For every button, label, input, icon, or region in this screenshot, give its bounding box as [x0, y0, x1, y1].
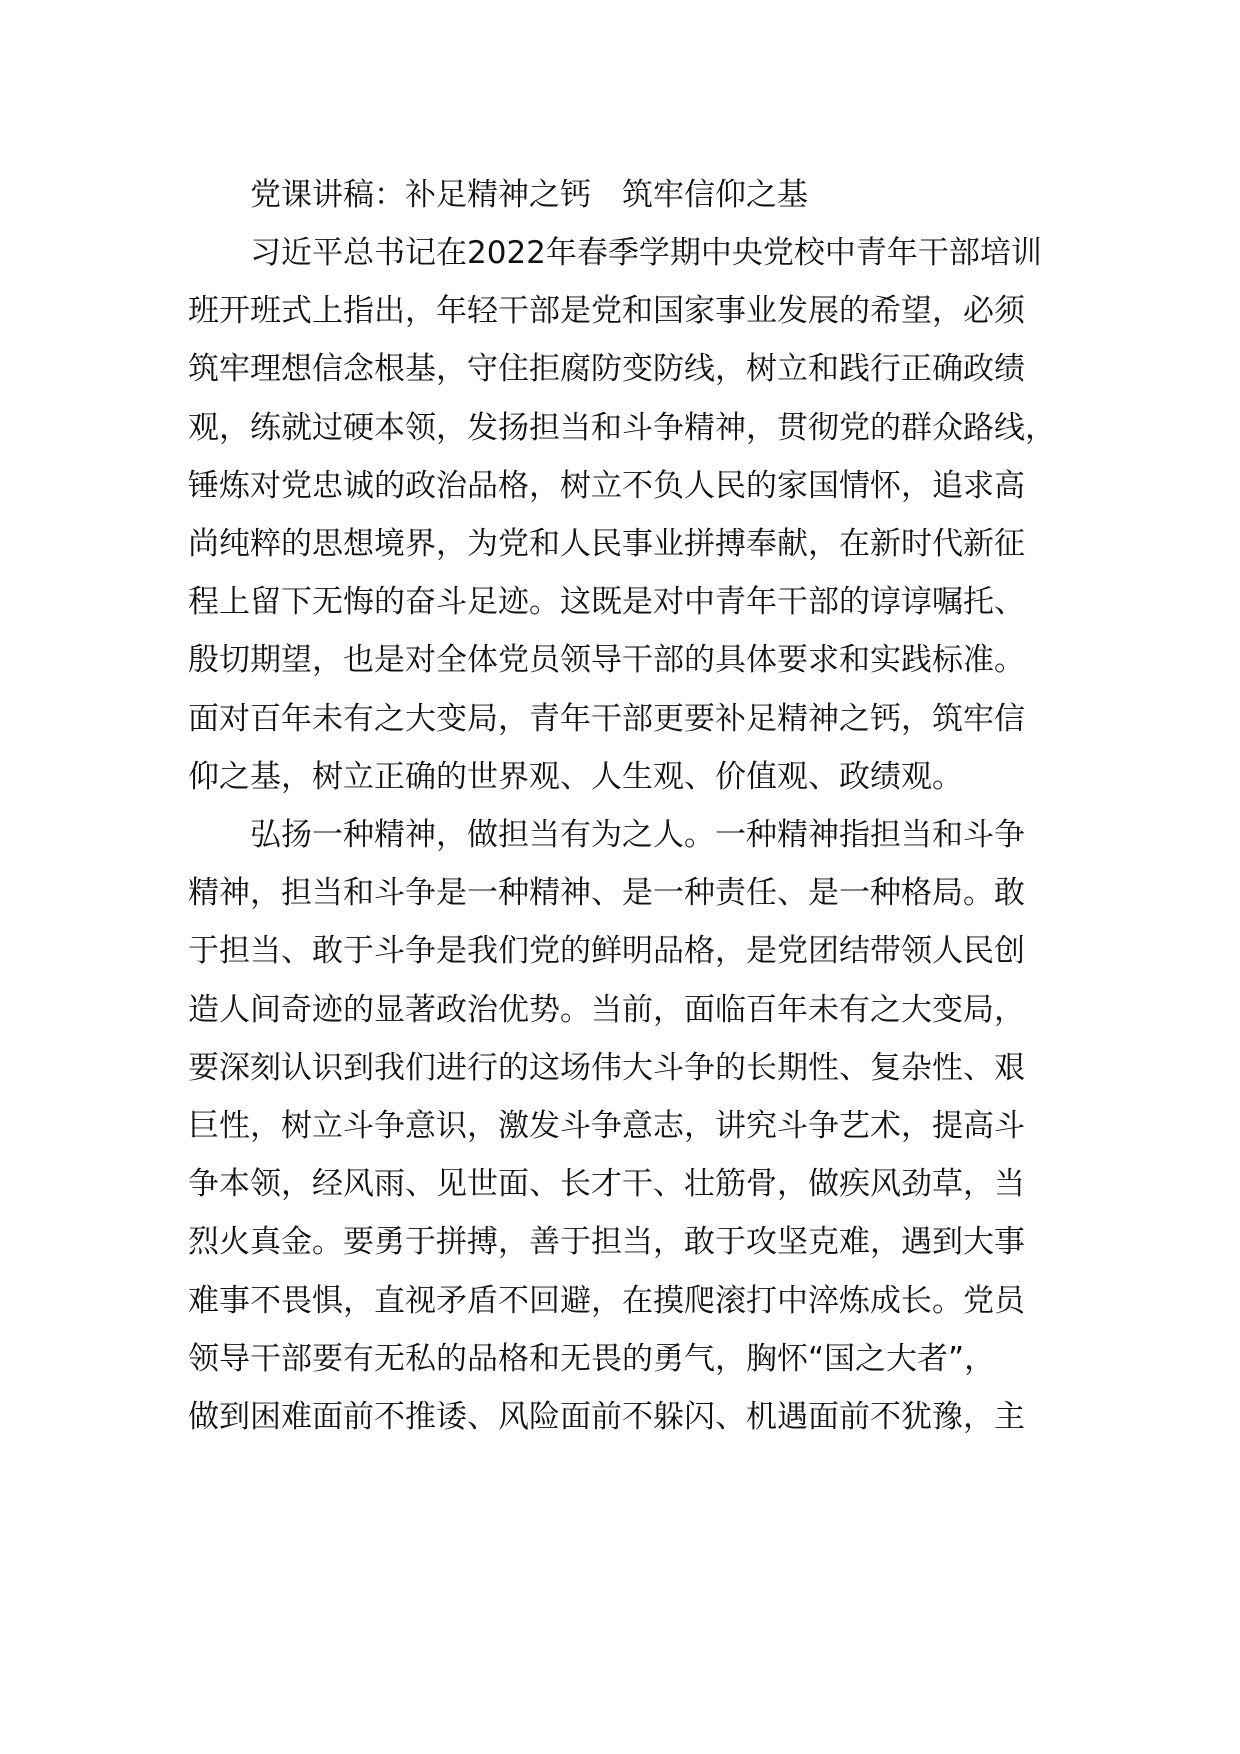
paragraph-line: 争本领，经风雨、见世面、长才干、壮筋骨，做疾风劲草，当	[188, 1166, 1025, 1203]
paragraph-line: 精神，担当和斗争是一种精神、是一种责任、是一种格局。敢	[188, 875, 1025, 912]
paragraph-line: 尚纯粹的思想境界，为党和人民事业拼搏奉献，在新时代新征	[188, 526, 1025, 562]
paragraph-first-line: 习近平总书记在2022年春季学期中央党校中青年干部培训	[250, 235, 1042, 271]
paragraph-line: 巨性，树立斗争意识，激发斗争意志，讲究斗争艺术，提高斗	[188, 1108, 1025, 1144]
paragraph-line: 要深刻认识到我们进行的这场伟大斗争的长期性、复杂性、艰	[188, 1049, 1025, 1086]
paragraph-line: 程上留下无悔的奋斗足迹。这既是对中青年干部的谆谆嘱托、	[188, 584, 1025, 621]
document-title: 党课讲稿：补足精神之钙 筑牢信仰之基	[250, 177, 808, 213]
paragraph-line: 面对百年未有之大变局，青年干部更要补足精神之钙，筑牢信	[188, 700, 1025, 737]
paragraph-line: 殷切期望，也是对全体党员领导干部的具体要求和实践标准。	[188, 642, 1025, 679]
paragraph-line: 烈火真金。要勇于拼搏，善于担当，敢于攻坚克难，遇到大事	[188, 1224, 1025, 1261]
paragraph-line: 难事不畏惧，直视矛盾不回避，在摸爬滚打中淬炼成长。党员	[188, 1282, 1025, 1319]
paragraph-line: 于担当、敢于斗争是我们党的鲜明品格，是党团结带领人民创	[188, 933, 1025, 970]
paragraph-line: 造人间奇迹的显著政治优势。当前，面临百年未有之大变局，	[188, 991, 1025, 1028]
paragraph-line: 仰之基，树立正确的世界观、人生观、价值观、政绩观。	[188, 758, 963, 795]
paragraph-line: 锤炼对党忠诚的政治品格，树立不负人民的家国情怀，追求高	[188, 467, 1025, 504]
paragraph-first-line: 弘扬一种精神，做担当有为之人。一种精神指担当和斗争	[250, 817, 1025, 853]
paragraph-line: 做到困难面前不推诿、风险面前不躲闪、机遇面前不犹豫，主	[188, 1399, 1025, 1435]
paragraph-line: 筑牢理想信念根基，守住拒腐防变防线，树立和践行正确政绩	[188, 351, 1025, 388]
paragraph-line: 观，练就过硬本领，发扬担当和斗争精神，贯彻党的群众路线，	[188, 409, 1056, 446]
paragraph-line: 班开班式上指出，年轻干部是党和国家事业发展的希望，必须	[188, 293, 1025, 330]
paragraph-line: 领导干部要有无私的品格和无畏的勇气，胸怀“国之大者”，	[188, 1340, 996, 1377]
